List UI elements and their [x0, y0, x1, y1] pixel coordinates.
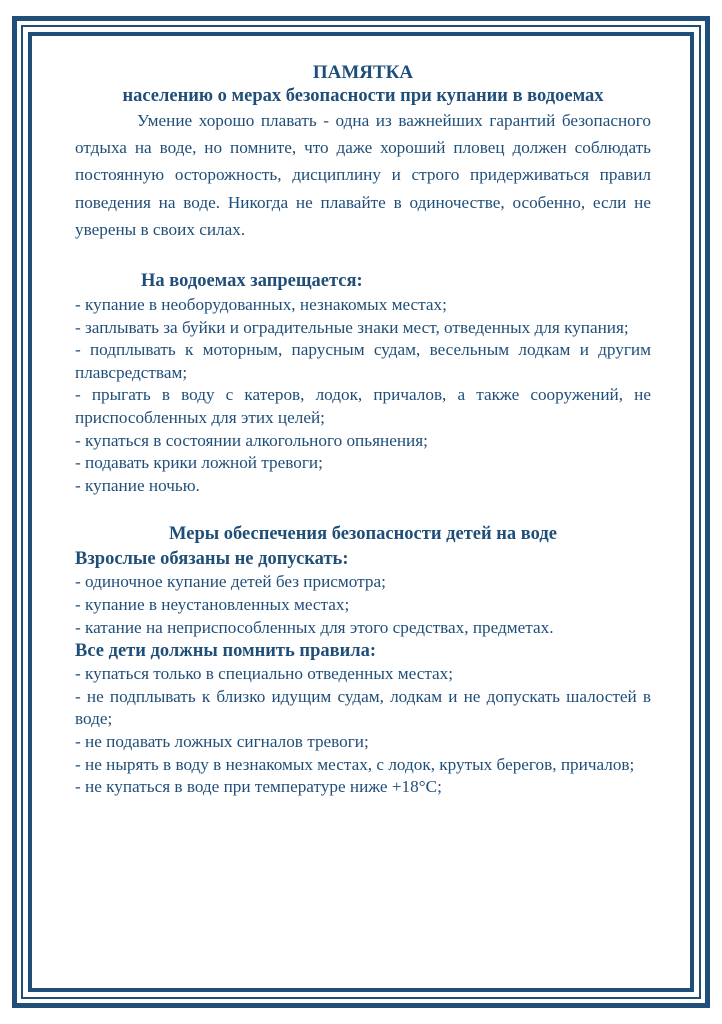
list-item: - катание на неприспособленных для этого средствах, предметах. [75, 617, 554, 637]
list-item: - купание ночью. [75, 475, 200, 495]
adults-list [75, 571, 651, 639]
list-item: - не подплывать к близко идущим судам, лодкам и не допускать шалостей в воде; [75, 686, 651, 729]
list-item: - не купаться в воде при температуре ниже +18°С; [75, 777, 442, 797]
list-item: - купаться в состоянии алкогольного опьянения; [75, 430, 428, 450]
forbidden-list [75, 294, 651, 497]
list-item: - одиночное купание детей без присмотра; [75, 572, 386, 592]
intro-paragraph: Умение хорошо плавать - одна из важнейших гарантий безопасного отдыха на воде, но помните, что даже хороший пловец должен соблюдать постоянную осторожность, дисциплину и строго придерживаться правил поведения на воде. Никогда не плавайте в одиночестве, особенно, если не уверены в своих силах. [75, 111, 651, 239]
list-item: - заплывать за буйки и оградительные знаки мест, отведенных для купания; [75, 317, 629, 337]
list-item: - купание в необорудованных, незнакомых местах; [75, 295, 447, 315]
list-item: - купание в неустановленных местах; [75, 594, 350, 614]
list-item: - подплывать к моторным, парусным судам, весельным лодкам и другим плавсредствам; [75, 340, 651, 382]
adults-heading: Взрослые обязаны не допускать: [75, 549, 349, 570]
memo-content [75, 60, 651, 799]
page-title: ПАМЯТКА [312, 62, 414, 83]
kids-rules-heading: Все дети должны помнить правила: [75, 641, 377, 662]
list-item: - не подавать ложных сигналов тревоги; [75, 731, 369, 751]
list-item: - купаться только в специально отведенных местах; [75, 664, 454, 684]
page-subtitle: населению о мерах безопасности при купании в водоемах [122, 86, 604, 106]
forbidden-heading: На водоемах запрещается: [141, 271, 363, 292]
list-item: - подавать крики ложной тревоги; [75, 453, 323, 473]
list-item: - не нырять в воду в незнакомых местах, с лодок, крутых берегов, причалов; [75, 754, 635, 774]
children-safety-heading: Меры обеспечения безопасности детей на воде [169, 524, 557, 545]
kids-rules-list [75, 663, 651, 799]
list-item: - прыгать в воду с катеров, лодок, причалов, а также сооружений, не приспособленных для этих целей; [75, 385, 651, 427]
